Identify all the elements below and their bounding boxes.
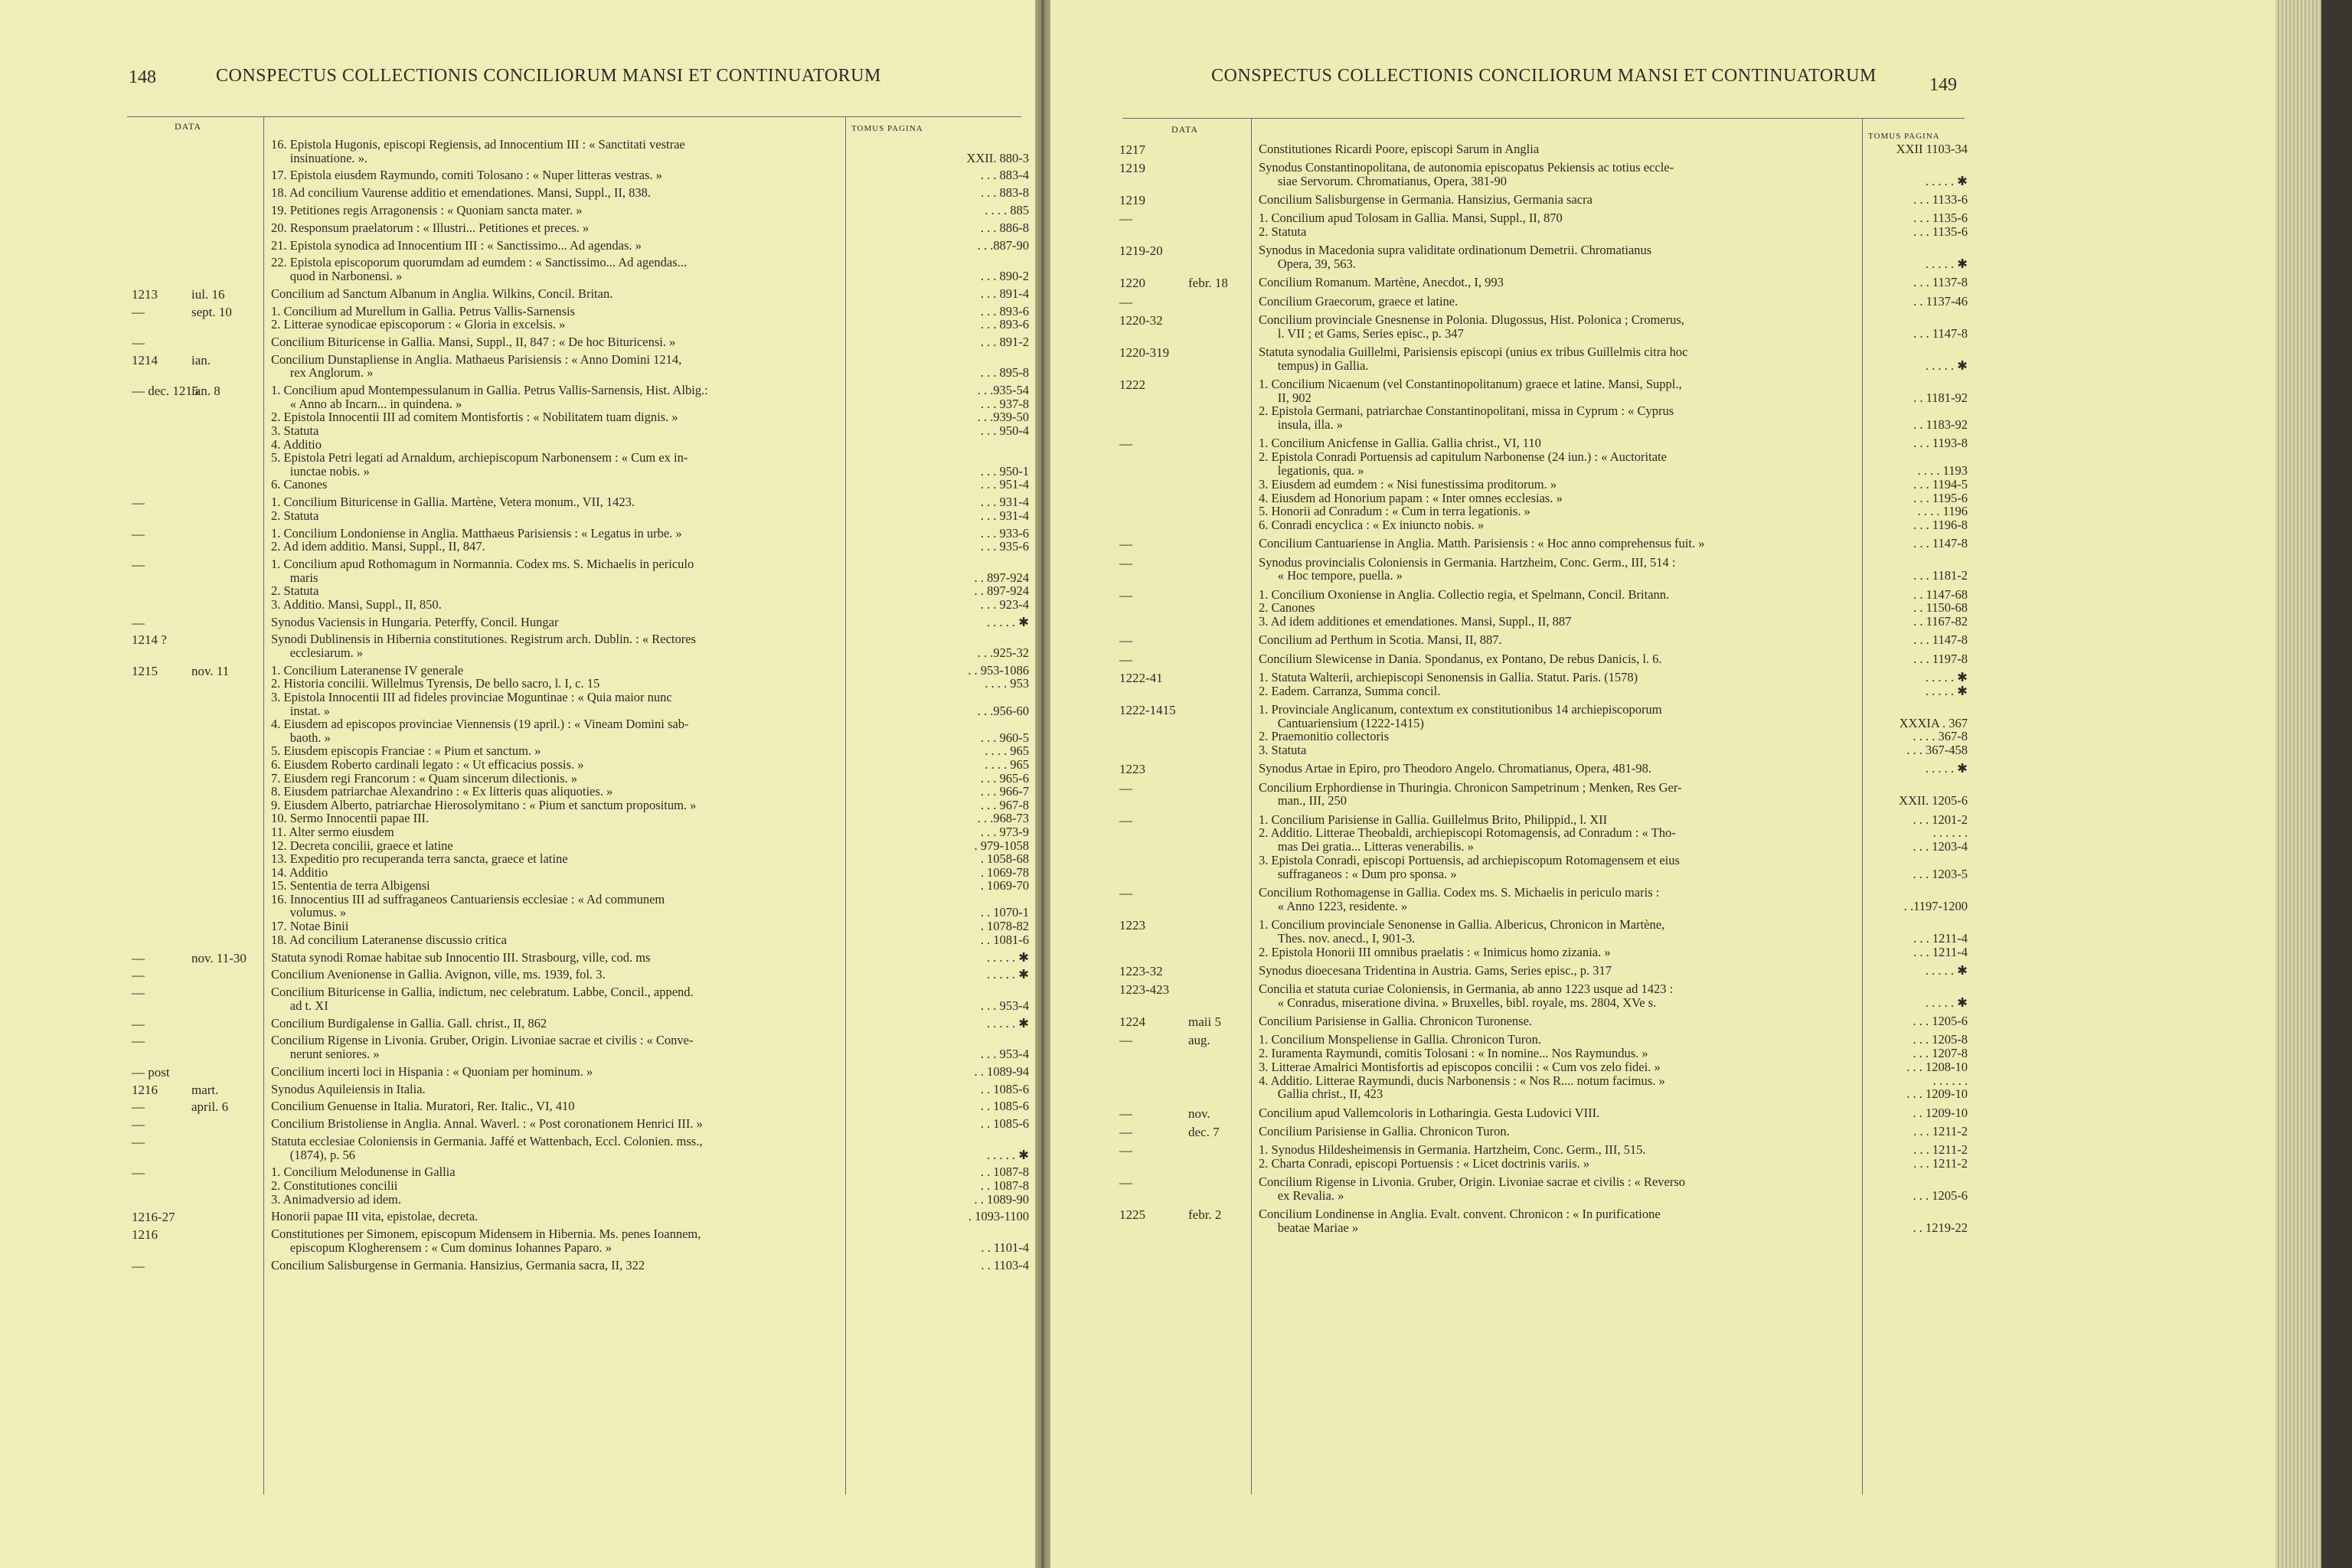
table-row	[0, 305, 1035, 332]
row-tomus-pagina: . . . 953-4	[980, 1046, 1029, 1061]
row-year: 1219	[1119, 193, 1145, 208]
row-year: 1223-423	[1119, 982, 1170, 997]
row-entry: Concilium Cantuariense in Anglia. Matth. Parisiensis : « Hoc anno comprehensus fuit. »	[1259, 536, 1705, 551]
table-row	[1050, 1033, 2275, 1101]
row-entry: Concilium Salisburgense in Germania. Hansizius, Germania sacra	[1259, 192, 1592, 207]
table-row	[1050, 377, 2275, 432]
table-row	[1050, 537, 2275, 550]
row-entry: Concilium Bituricense in Gallia. Mansi, Suppl., II, 847 : « De hoc Bituricensi. »	[271, 335, 676, 349]
row-entry: Statuta synodalia Guillelmi, Parisiensis episcopi (unius ex tribus Guillelmis citra hoc tempus) in Gallia.	[1259, 344, 1688, 373]
row-entry: Synodus Constantinopolitana, de autonomia episcopatus Pekiensis ac totius eccle- siae Servorum. Chromatianus, Opera, 381-90	[1259, 160, 1674, 188]
row-tomus-pagina: . . . . . ✱	[986, 967, 1029, 982]
row-entry: Synodus provincialis Coloniensis in Germania. Hartzheim, Conc. Germ., III, 514 : « Hoc tempore, puella. »	[1259, 554, 1676, 583]
table-row	[0, 1017, 1035, 1031]
row-entry: Honorii papae III vita, epistolae, decreta.	[271, 1209, 479, 1224]
row-year: —	[132, 615, 145, 630]
row-year: 1219	[1119, 161, 1145, 176]
row-year: —	[1119, 652, 1132, 667]
row-tomus-pagina: . . . 933-6 . . . 935-6	[980, 525, 1029, 554]
table-row	[0, 495, 1035, 522]
row-tomus-pagina: . . . 1205-6	[1913, 1014, 1968, 1028]
row-day: dec. 7	[1188, 1124, 1220, 1139]
table-row	[0, 557, 1035, 611]
running-head: CONSPECTUS COLLECTIONIS CONCILIORUM MANSI ET CONTINUATORUM	[216, 66, 881, 86]
row-tomus-pagina: XXXIA . 367 . . . . 367-8 . . . 367-458	[1899, 715, 1968, 758]
row-entry: Synodus in Macedonia supra validitate ordinationum Demetrii. Chromatianus Opera, 39, 563.	[1259, 243, 1652, 272]
row-tomus-pagina: . 1093-1100	[968, 1209, 1029, 1224]
row-year: 1216	[132, 1227, 158, 1243]
row-year: 1223	[1119, 918, 1145, 933]
table-row	[1050, 295, 2275, 309]
row-tomus-pagina: . . . 1135-6 . . . 1135-6	[1913, 211, 1968, 240]
row-tomus-pagina: . . . 891-2	[980, 335, 1029, 349]
row-tomus-pagina: . . . 1211-4 . . . 1211-4	[1913, 930, 1968, 959]
row-tomus-pagina: . . 1103-4	[981, 1257, 1029, 1272]
row-entry: Synodus Vaciensis in Hungaria. Peterffy, Concil. Hungar	[271, 614, 559, 629]
table-row	[1050, 142, 2275, 156]
row-entry: Concilium ad Sanctum Albanum in Anglia. Wilkins, Concil. Britan.	[271, 286, 613, 301]
row-year: —	[132, 1016, 145, 1031]
table-row	[0, 527, 1035, 554]
running-head: CONSPECTUS COLLECTIONIS CONCILIORUM MANSI ET CONTINUATORUM	[1211, 66, 1877, 86]
table-row	[1050, 1014, 2275, 1028]
table-row	[1050, 781, 2275, 808]
row-entry: Concilium Londinense in Anglia. Evalt. convent. Chronicon : « In purificatione beatae Mariae »	[1259, 1207, 1661, 1235]
row-entry: Concilium Erphordiense in Thuringia. Chronicon Sampetrinum ; Menken, Res Ger- man., III, 250	[1259, 779, 1682, 808]
row-entry: 1. Concilium Parisiense in Gallia. Guillelmus Brito, Philippid., l. XII 2. Additio. Litterae Theobaldi, archiepiscopi Rotomagensis, ad Conradum : « Tho- mas Dei gratia... Litteras venerabilis. » 3. Epistola Conradi, episcopi Portuensis, ad archiepiscopum Rotomagensem et eius suffraganeos : « Dum pro sponsa. »	[1259, 812, 1680, 881]
row-day: nov. 11-30	[191, 950, 247, 965]
row-year: —	[1119, 587, 1132, 603]
row-tomus-pagina: . . . 1211-2	[1913, 1123, 1968, 1138]
row-entry: 1. Concilium Melodunense in Gallia 2. Constitutiones concilii 3. Animadversio ad idem.	[271, 1165, 456, 1207]
row-entry: Concilium Burdigalense in Gallia. Gall. christ., II, 862	[271, 1015, 547, 1031]
row-year: —	[1119, 886, 1132, 900]
table-row	[0, 1034, 1035, 1060]
row-year: 1220-319	[1119, 345, 1170, 360]
row-day: ian.	[191, 352, 211, 368]
table-row	[0, 616, 1035, 629]
row-tomus-pagina: . . . 886-8	[980, 220, 1029, 235]
row-year: 1217	[1119, 142, 1145, 157]
row-tomus-pagina: . . 897-924 . . 897-924 . . . 923-4	[974, 570, 1029, 612]
table-row	[1050, 1207, 2275, 1235]
row-tomus-pagina: XXII. 1205-6	[1899, 793, 1968, 808]
row-year: —	[132, 335, 145, 350]
row-tomus-pagina: . . . 1133-6	[1913, 192, 1968, 207]
table-row	[0, 1165, 1035, 1206]
row-entry: 1. Concilium Monspeliense in Gallia. Chronicon Turon. 2. Iuramenta Raymundi, comitis Tolosani : « In nomine... Nos Raymundus. » 3. Litterae Amalrici Montisfortis ad episcopos concilii : « Cum vos zelo fidei. » 4. Additio. Litterae Raymundi, ducis Narbonensis : « Nos R.... notum facimus. » Gallia christ., II, 423	[1259, 1032, 1665, 1102]
row-year: —	[1119, 812, 1132, 828]
table-row	[0, 335, 1035, 349]
row-tomus-pagina: . . 1089-94	[974, 1063, 1029, 1079]
table-row	[0, 221, 1035, 235]
row-tomus-pagina: . . . 1211-2 . . . 1211-2	[1913, 1142, 1968, 1171]
row-year: 1223-32	[1119, 963, 1163, 978]
row-tomus-pagina: . . 1137-46	[1913, 293, 1968, 309]
table-row	[0, 968, 1035, 982]
row-tomus-pagina: . . 1087-8 . . 1087-8 . . 1089-90	[974, 1165, 1029, 1207]
row-entry: 1. Concilium ad Murellum in Gallia. Petrus Vallis-Sarnensis 2. Litterae synodicae episcoporum : « Gloria in excelsis. »	[271, 303, 576, 332]
table-row	[1050, 671, 2275, 698]
row-year: — dec. 1215	[132, 384, 199, 399]
table-row	[1050, 211, 2275, 239]
table-row	[0, 632, 1035, 659]
row-entry: Concilium Bituricense in Gallia, indictum, nec celebratum. Labbe, Concil., append. ad t. XI	[271, 985, 694, 1013]
row-tomus-pagina: . . 1085-6	[980, 1099, 1029, 1114]
row-entry: Concilium apud Vallemcoloris in Lotharingia. Gesta Ludovici VIII.	[1259, 1105, 1600, 1120]
row-tomus-pagina: . .1197-1200	[1903, 898, 1968, 913]
row-year: —	[132, 985, 145, 1001]
row-entry: Statuta synodi Romae habitae sub Innocentio III. Strasbourg, ville, cod. ms	[271, 949, 651, 965]
row-tomus-pagina: . . 953-1086 . . . . 953 . . .956-60 . . . 960-5 . . . . 965 . . . . 965 . . . 965-6 . . . 966-7 . . . 967-8 . . .968-73 . . . 973-9 . 979-1058 . 1058-68 . 1069-78 . 1069-70 . . 1070-1 . 1078-82 . . 1081-6	[968, 662, 1029, 947]
row-year: —	[132, 1099, 145, 1115]
table-row	[0, 1099, 1035, 1113]
table-row	[1050, 633, 2275, 647]
row-year: 1216	[132, 1082, 158, 1097]
row-tomus-pagina: . . . 1147-8	[1913, 536, 1968, 551]
row-year: —	[1119, 780, 1132, 795]
row-year: 1215	[132, 663, 158, 678]
row-entry: Concilium Avenionense in Gallia. Avignon, ville, ms. 1939, fol. 3.	[271, 967, 606, 982]
row-entry: 1. Provinciale Anglicanum, contextum ex constitutionibus 14 archiepiscoporum Cantuariensium (1222-1415) 2. Praemonitio collectoris 3. Statuta	[1259, 701, 1662, 758]
top-rule	[1122, 118, 1965, 119]
row-day: nov. 11	[191, 663, 230, 678]
row-year: —	[1119, 1143, 1132, 1158]
row-year: 1214	[132, 352, 158, 368]
row-tomus-pagina: . . 1219-22	[1913, 1220, 1968, 1235]
row-tomus-pagina: . . . . . ✱	[986, 614, 1029, 629]
row-tomus-pagina: . . 1085-6	[980, 1081, 1029, 1096]
row-tomus-pagina: . . 1181-92 . . 1183-92	[1913, 390, 1968, 433]
row-year: —	[1119, 1106, 1132, 1121]
row-year: 1223	[1119, 762, 1145, 777]
row-day: april. 6	[191, 1099, 229, 1115]
column-header-date: DATA	[175, 121, 202, 132]
row-entry: Synodi Dublinensis in Hibernia constitutiones. Registrum arch. Dublin. : « Rectores ecclesiarum. »	[271, 632, 696, 660]
row-year: —	[1119, 633, 1132, 648]
row-year: —	[1119, 537, 1132, 552]
table-row	[1050, 313, 2275, 341]
table-row	[0, 138, 1035, 165]
table-row	[1050, 964, 2275, 978]
row-tomus-pagina: . . . . . ✱ . . . . . ✱	[1925, 669, 1968, 698]
row-entry: Statuta ecclesiae Coloniensis in Germania. Jaffé et Wattenbach, Eccl. Colonien. mss., (1874), p. 56	[271, 1134, 703, 1162]
table-row	[1050, 436, 2275, 532]
row-tomus-pagina: . . . . . ✱	[986, 1015, 1029, 1031]
table-row	[0, 985, 1035, 1012]
table-row	[1050, 161, 2275, 188]
table-row	[0, 1065, 1035, 1079]
row-entry: Concilium Rigense in Livonia. Gruber, Origin. Livoniae sacrae et civilis : « Conve- nerunt seniores. »	[271, 1033, 694, 1061]
row-tomus-pagina: . . . 1193-8 . . . . 1193 . . . 1194-5 . . . 1195-6 . . . . 1196 . . . 1196-8	[1913, 436, 1968, 533]
table-row	[0, 1259, 1035, 1272]
row-year: 1220	[1119, 276, 1145, 291]
table-row	[0, 353, 1035, 380]
row-day: ian. 8	[191, 384, 220, 399]
page-edges	[2275, 0, 2352, 1568]
row-tomus-pagina: . . . 895-8	[980, 365, 1029, 381]
row-entry: Concilium Parisiense in Gallia. Chronicon Turon.	[1259, 1123, 1510, 1138]
row-tomus-pagina: . . . 883-4	[980, 168, 1029, 183]
row-year: 1222-1415	[1119, 702, 1176, 717]
row-entry: 1. Concilium Londoniense in Anglia. Matthaeus Parisiensis : « Legatus in urbe. » 2. Ad idem additio. Mansi, Suppl., II, 847.	[271, 525, 682, 554]
table-row	[1050, 1125, 2275, 1138]
row-entry: Concilium Salisburgense in Germania. Hansizius, Germania sacra, II, 322	[271, 1257, 645, 1272]
row-entry: Constitutiones per Simonem, episcopum Midensem in Hibernia. Ms. penes Ioannem, episcopum Klogherensem : « Cum dominus Iohannes Paparo. »	[271, 1227, 701, 1255]
row-entry: Concilium Slewicense in Dania. Spondanus, ex Pontano, De rebus Danicis, l. 6.	[1259, 651, 1662, 666]
column-header-tomus: TOMUS PAGINA	[1868, 132, 1940, 141]
table-row	[1050, 762, 2275, 776]
row-year: —	[1119, 436, 1132, 452]
row-tomus-pagina: . . . 891-4	[980, 286, 1029, 301]
row-day: mart.	[191, 1082, 219, 1097]
row-entry: Concilium Genuense in Italia. Muratori, Rer. Italic., VI, 410	[271, 1099, 575, 1114]
row-tomus-pagina: . . . 953-4	[980, 998, 1029, 1013]
row-entry: 22. Epistola episcoporum quorumdam ad eumdem : « Sanctissimo... Ad agendas... quod in Narbonensi. »	[271, 255, 688, 283]
row-tomus-pagina: . . . . 885	[985, 203, 1029, 217]
row-year: 1225	[1119, 1207, 1145, 1222]
row-year: —	[1119, 1175, 1132, 1190]
row-tomus-pagina: . . . 1201-2 . . . . . . . . . 1203-4 . . . 1203-5	[1913, 812, 1968, 881]
row-entry: 1. Statuta Walterii, archiepiscopi Senonensis in Gallia. Statut. Paris. (1578) 2. Eadem. Carranza, Summa concil.	[1259, 669, 1638, 698]
row-entry: Concilium provinciale Gnesnense in Polonia. Dlugossus, Hist. Polonica ; Cromerus, l. VII ; et Gams, Series episc., p. 347	[1259, 312, 1684, 341]
row-day: maii 5	[1188, 1014, 1221, 1029]
row-tomus-pagina: . . .935-54 . . . 937-8 . . .939-50 . . . 950-4 . . . 950-1 . . . 951-4	[977, 383, 1029, 492]
table-row	[1050, 276, 2275, 289]
row-year: 1220-32	[1119, 312, 1163, 328]
table-row	[0, 951, 1035, 965]
row-tomus-pagina: . . . . . ✱	[986, 949, 1029, 965]
table-row	[1050, 813, 2275, 881]
row-tomus-pagina: . . .887-90	[977, 237, 1029, 253]
table-row	[0, 1083, 1035, 1096]
row-year: —	[1119, 1124, 1132, 1139]
left-page	[0, 0, 1035, 1568]
row-entry: 1. Concilium apud Tolosam in Gallia. Mansi, Suppl., II, 870 2. Statuta	[1259, 211, 1563, 240]
table-row	[1050, 652, 2275, 666]
row-year: —	[132, 557, 145, 572]
row-tomus-pagina: . . 1101-4	[981, 1240, 1029, 1255]
table-row	[0, 1227, 1035, 1254]
row-tomus-pagina: . . 1147-68 . . 1150-68 . . 1167-82	[1913, 586, 1968, 629]
row-year: —	[132, 1258, 145, 1273]
row-day: febr. 18	[1188, 276, 1228, 291]
table-row	[0, 256, 1035, 283]
row-year: —	[132, 304, 145, 319]
row-tomus-pagina: . . . 1137-8	[1913, 275, 1968, 290]
table-row	[1050, 588, 2275, 629]
row-entry: Concilium Rothomagense in Gallia. Codex ms. S. Michaelis in periculo maris : « Anno 1223, residente. »	[1259, 885, 1660, 913]
row-day: iul. 16	[191, 286, 225, 302]
row-year: 1213	[132, 286, 158, 302]
right-page	[1050, 0, 2275, 1568]
row-tomus-pagina: . . . 893-6 . . . 893-6	[980, 303, 1029, 332]
row-tomus-pagina: . . . 1197-8	[1913, 651, 1968, 666]
row-year: —	[132, 1135, 145, 1149]
row-entry: 1. Concilium Nicaenum (vel Constantinopolitanum) graece et latine. Mansi, Suppl., II, 902 2. Epistola Germani, patriarchae Constantinopolitani, missa in Cyprum : « Cyprus insula, illa. »	[1259, 376, 1682, 433]
table-row	[1050, 918, 2275, 959]
column-header-tomus: TOMUS PAGINA	[851, 124, 923, 133]
row-tomus-pagina: . . . 1181-2	[1913, 568, 1968, 583]
table-row	[1050, 1143, 2275, 1171]
row-entry: Concilium Graecorum, graece et latine.	[1259, 293, 1459, 309]
row-tomus-pagina: . . . 1147-8	[1913, 325, 1968, 341]
row-entry: Synodus Artae in Epiro, pro Theodoro Angelo. Chromatianus, Opera, 481-98.	[1259, 761, 1651, 776]
row-year: —	[132, 1117, 145, 1132]
table-row	[0, 239, 1035, 253]
row-year: —	[132, 1034, 145, 1049]
row-entry: Concilium Parisiense in Gallia. Chronicon Turonense.	[1259, 1014, 1533, 1028]
row-entry: Synodus dioecesana Tridentina in Austria. Gams, Series episc., p. 317	[1259, 962, 1612, 978]
row-entry: Concilium Dunstapliense in Anglia. Mathaeus Parisiensis : « Anno Domini 1214, rex Anglorum. »	[271, 351, 682, 381]
row-tomus-pagina: . . . . . ✱	[986, 1147, 1029, 1162]
row-entry: Concilium Romanum. Martène, Anecdot., I, 993	[1259, 275, 1504, 290]
row-tomus-pagina: . . . 1205-6	[1913, 1187, 1968, 1203]
table-row	[1050, 886, 2275, 913]
row-tomus-pagina: . . . . . ✱	[1925, 962, 1968, 978]
table-row	[0, 384, 1035, 492]
row-entry: Concilium Bristoliense in Anglia. Annal. Waverl. : « Post coronationem Henrici III. »	[271, 1116, 703, 1132]
row-entry: 1. Concilium Lateranense IV generale 2. Historia concilii. Willelmus Tyrensis, De bello sacro, l. I, c. 15 3. Epistola Innocentii III ad fideles provinciae Moguntinae : « Quia maior nunc instat. » 4. Eiusdem ad episcopos provinciae Viennensis (19 april.) : « Vineam Domini sab- baoth. » 5. Eiusdem episcopis Franciae : « Pium et sanctum. » 6. Eiusdem Roberto cardinali legato : « Ut efficacius possis. » 7. Eiusdem regi Francorum : « Quam sincerum dilectionis. » 8. Eiusdem patriarchae Alexandrino : « Ex litteris quas aliquoties. » 9. Eiusdem Alberto, patriarchae Hierosolymitano : « Pium et sanctum propositum. » 10. Sermo Innocentii papae III. 11. Alter sermo eiusdem 12. Decreta concilii, graece et latine 13. Expeditio pro recuperanda terra sancta, graece et latine 14. Additio 15. Sententia de terra Albigensi 16. Innocentius III ad suffraganeos Cantuariensis ecclesiae : « Ad communem volumus. » 17. Notae Binii 18. Ad concilium Lateranense discussio critica	[271, 662, 697, 947]
table-row	[0, 204, 1035, 217]
row-tomus-pagina: . . .925-32	[977, 645, 1029, 660]
row-entry: Concilium incerti loci in Hispania : « Quoniam per hominum. »	[271, 1063, 593, 1079]
row-entry: 1. Synodus Hildesheimensis in Germania. Hartzheim, Conc. Germ., III, 515. 2. Charta Conradi, episcopi Portuensis : « Licet doctrinis variis. »	[1259, 1142, 1646, 1171]
table-row	[1050, 703, 2275, 757]
row-tomus-pagina: . . . 1147-8	[1913, 632, 1968, 648]
row-entry: 16. Epistola Hugonis, episcopi Regiensis, ad Innocentium III : « Sanctitati vestrae insinuatione. ».	[271, 137, 685, 165]
row-year: 1216-27	[132, 1210, 175, 1225]
row-year: 1222	[1119, 377, 1145, 392]
row-tomus-pagina: . . . . . ✱	[1925, 761, 1968, 776]
row-entry: Concilia et statuta curiae Coloniensis, in Germania, ab anno 1223 usque ad 1423 : « Conradus, miseratione divina. » Bruxelles, bibl. royale, ms. 2804, XVe s.	[1259, 982, 1674, 1010]
row-entry: Constitutiones Ricardi Poore, episcopi Sarum in Anglia	[1259, 142, 1540, 156]
row-entry: 20. Responsum praelatorum : « Illustri... Petitiones et preces. »	[271, 220, 590, 235]
column-header-date: DATA	[1171, 124, 1199, 135]
row-year: — post	[132, 1064, 170, 1080]
row-year: 1222-41	[1119, 670, 1163, 685]
row-tomus-pagina: . . . 890-2	[980, 268, 1029, 283]
row-entry: Synodus Aquileiensis in Italia.	[271, 1081, 426, 1096]
table-row	[1050, 982, 2275, 1010]
row-entry: 1. Concilium apud Montempessulanum in Gallia. Petrus Vallis-Sarnensis, Hist. Albig.: « Anno ab Incarn... in quindena. » 2. Epistola Innocentii III ad comitem Montisfortis : « Nobilitatem tuam dignis. » 3. Statuta 4. Additio 5. Epistola Petri legati ad Arnaldum, archiepiscopum Narbonensem : « Cum ex in- iunctae nobis. » 6. Canones	[271, 383, 708, 492]
row-tomus-pagina: . . . . . ✱	[1925, 173, 1968, 188]
table-row	[1050, 193, 2275, 207]
row-entry: 1. Concilium Oxoniense in Anglia. Collectio regia, et Spelmann, Concil. Britann. 2. Canones 3. Ad idem additiones et emendationes. Mansi, Suppl., II, 887	[1259, 586, 1670, 629]
top-rule	[127, 116, 1021, 117]
table-row	[1050, 345, 2275, 373]
row-tomus-pagina: . . . . . ✱	[1925, 358, 1968, 373]
row-year: 1219-20	[1119, 243, 1163, 259]
row-tomus-pagina: . . . . . ✱	[1925, 256, 1968, 272]
table-row	[0, 664, 1035, 947]
row-tomus-pagina: . . . 883-8	[980, 185, 1029, 201]
row-entry: 19. Petitiones regis Arragonensis : « Quoniam sancta mater. »	[271, 203, 583, 217]
row-tomus-pagina: . . 1085-6	[980, 1116, 1029, 1132]
row-tomus-pagina: . . . 931-4 . . . 931-4	[980, 495, 1029, 523]
table-row	[1050, 1175, 2275, 1203]
row-tomus-pagina: . . 1209-10	[1913, 1105, 1968, 1120]
row-entry: 1. Concilium Bituricense in Gallia. Martène, Vetera monum., VII, 1423. 2. Statuta	[271, 495, 635, 523]
table-row	[1050, 556, 2275, 583]
row-year: —	[1119, 555, 1132, 570]
row-day: aug.	[1188, 1033, 1210, 1048]
table-row	[0, 1117, 1035, 1131]
table-row	[0, 287, 1035, 301]
row-year: —	[132, 495, 145, 511]
row-entry: Concilium Rigense in Livonia. Gruber, Origin. Livoniae sacrae et civilis : « Reverso ex Revalia. »	[1259, 1174, 1685, 1203]
row-year: —	[1119, 1033, 1132, 1048]
page-number: 148	[129, 67, 156, 87]
row-year: —	[1119, 294, 1132, 309]
row-year: —	[1119, 211, 1132, 227]
row-entry: Concilium ad Perthum in Scotia. Mansi, II, 887.	[1259, 632, 1502, 648]
row-year: —	[132, 950, 145, 965]
row-year: 1224	[1119, 1014, 1145, 1029]
row-entry: 1. Concilium apud Rothomagum in Normannia. Codex ms. S. Michaelis in periculo maris 2. Statuta 3. Additio. Mansi, Suppl., II, 850.	[271, 557, 694, 612]
table-row	[0, 168, 1035, 182]
row-entry: 17. Epistola eiusdem Raymundo, comiti Tolosano : « Nuper litteras vestras. »	[271, 168, 662, 183]
row-entry: 1. Concilium Anicfense in Gallia. Gallia christ., VI, 110 2. Epistola Conradi Portuensis ad capitulum Narbonense (24 iun.) : « Auctoritate legationis, qua. » 3. Eiusdem ad eumdem : « Nisi funestissima proditorum. » 4. Eiusdem ad Honorium papam : « Inter omnes ecclesias. » 5. Honorii ad Conradum : « Cum in terra legationis. » 6. Conradi encyclica : « Ex iniuncto nobis. »	[1259, 436, 1667, 533]
row-day: febr. 2	[1188, 1207, 1222, 1222]
page-number: 149	[1929, 75, 1957, 95]
row-tomus-pagina: . . . 1205-8 . . . 1207-8 . . . 1208-10 . . . . . . . . . 1209-10	[1906, 1032, 1968, 1102]
row-day: nov.	[1188, 1106, 1210, 1121]
row-year: —	[132, 1165, 145, 1181]
row-tomus-pagina: . . . . . ✱	[1925, 995, 1968, 1010]
row-year: 1214 ?	[132, 632, 167, 648]
table-row	[1050, 243, 2275, 271]
row-year: —	[132, 526, 145, 541]
row-entry: 18. Ad concilium Vaurense additio et emendationes. Mansi, Suppl., II, 838.	[271, 185, 651, 201]
row-year: —	[132, 968, 145, 983]
row-tomus-pagina: XXII 1103-34	[1896, 142, 1968, 156]
row-entry: 21. Epistola synodica ad Innocentium III : « Sanctissimo... Ad agendas. »	[271, 237, 642, 253]
row-day: sept. 10	[191, 304, 232, 319]
table-row	[1050, 1106, 2275, 1120]
table-row	[0, 186, 1035, 200]
row-entry: 1. Concilium provinciale Senonense in Gallia. Albericus, Chronicon in Martène, Thes. nov. anecd., I, 901-3. 2. Epistola Honorii III omnibus praelatis : « Inimicus homo zizania. »	[1259, 917, 1665, 959]
table-row	[0, 1210, 1035, 1223]
table-row	[0, 1135, 1035, 1161]
row-tomus-pagina: XXII. 880-3	[966, 150, 1029, 165]
